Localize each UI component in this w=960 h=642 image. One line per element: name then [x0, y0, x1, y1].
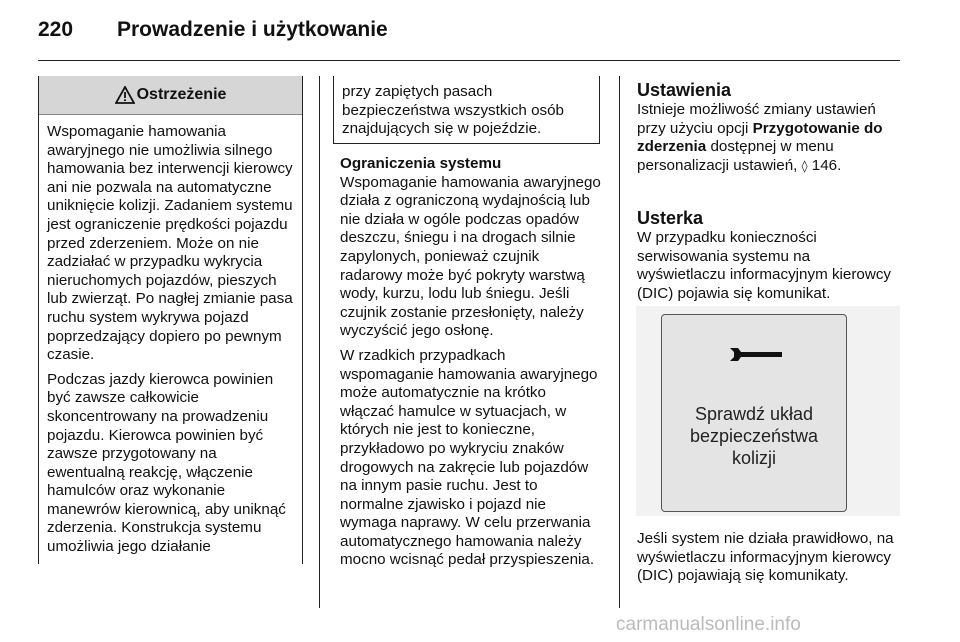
warning-triangle-icon [115, 86, 135, 104]
warning-paragraph: Wspomaganie hamowania awaryjnego nie umożliwia silnego hamowania bez interwencji kierowcy ani nie pozwala na automatyczne uniknięcie kolizji. Zadaniem systemu jest ograniczenie prędkości pojazdu przed zderzeniem. Może on nie zadziałać w przypadku wykrycia nieruchomych pojazdów, pieszych lub zwierząt. Po nagłej zmianie pasa ruchu system wykrywa pojazd poprzedzający dopiero po pewnym czasie. [47, 123, 293, 364]
dic-message-line: bezpieczeństwa [689, 426, 819, 446]
limits-section [340, 155, 602, 576]
fault-heading: Usterka [637, 208, 704, 228]
fault-after [637, 530, 901, 586]
settings-section [637, 79, 901, 175]
limits-paragraph: Wspomaganie hamowania awaryjnego działa z ograniczoną wydajnością lub nie działa w ogóle podczas opadów deszczu, śniegu i na drogach silnie zapylonych, ponieważ czujnik radarowy może być pokryty warstwą wody, kurzu, lodu lub śniegu. Jeśli czujnik zostanie przesłonięty, należy wyczyścić jego osłonę. [340, 173, 601, 340]
dic-illustration [636, 306, 900, 516]
page-number: 220 [38, 18, 74, 41]
dic-message-line: kolizji [731, 448, 776, 468]
wrench-icon [728, 345, 784, 365]
warning-paragraph: Podczas jazdy kierowca powinien być zawsze całkowicie skoncentrowany na prowadzeniu pojazdu. Kierowca powinien być zawsze przygotowany na ewentualną reakcję, włączenie hamulców oraz wykonanie manewrów kierownicą, aby uniknąć zderzenia. Konstrukcja systemu umożliwia jego działanie [47, 370, 286, 556]
dic-screen [661, 314, 847, 512]
warning-title: Ostrzeżenie [136, 86, 227, 103]
page-header [38, 18, 900, 61]
chapter-title: Prowadzenie i użytkowanie [117, 18, 388, 41]
dic-message [662, 403, 846, 469]
settings-text-before: Istnieje możliwość zmiany ustawień przy użyciu opcji [637, 101, 876, 137]
column-divider [619, 76, 620, 608]
fault-section [637, 207, 901, 303]
warning-continued-box [333, 76, 600, 144]
warning-box [38, 76, 303, 564]
settings-text-after: dostępnej w menu personalizacji ustawień, [637, 138, 834, 174]
settings-heading: Ustawienia [637, 80, 732, 100]
warning-header [39, 76, 302, 115]
watermark: carmanualsonline.info [616, 614, 801, 635]
column-divider [319, 76, 320, 608]
limits-paragraph: W rzadkich przypadkach wspomaganie hamowania awaryjnego może automatycznie na krótko włączać hamulce w sytuacjach, w których nie jest to konieczne, przykładowo po wykryciu znaków drogowych na zakręcie lub pojazdów na innym pasie ruchu. Jest to normalne zjawisko i pojazd nie wymaga naprawy. W celu przerwania automatycznego hamowania należy mocno wcisnąć pedał przyspieszenia. [340, 346, 598, 569]
fault-text: W przypadku konieczności serwisowania systemu na wyświetlaczu informacyjnym kierowcy (DIC) pojawia się komunikat. [637, 229, 892, 302]
settings-text [637, 101, 901, 175]
page-reference[interactable]: 146. [807, 156, 842, 174]
page-reference-icon: ◊ [801, 158, 808, 173]
dic-message-line: Sprawdź układ [694, 404, 814, 424]
warning-body [39, 115, 302, 557]
fault-after-text: Jeśli system nie działa prawidłowo, na wyświetlaczu informacyjnym kierowcy (DIC) pojawiają się komunikaty. [637, 530, 894, 585]
settings-option: Przygotowanie do zderzenia [637, 119, 883, 156]
limits-heading: Ograniczenia systemu [340, 155, 502, 172]
warning-continued-text: przy zapiętych pasach bezpieczeństwa wszystkich osób znajdujących się w pojeździe. [342, 83, 565, 138]
